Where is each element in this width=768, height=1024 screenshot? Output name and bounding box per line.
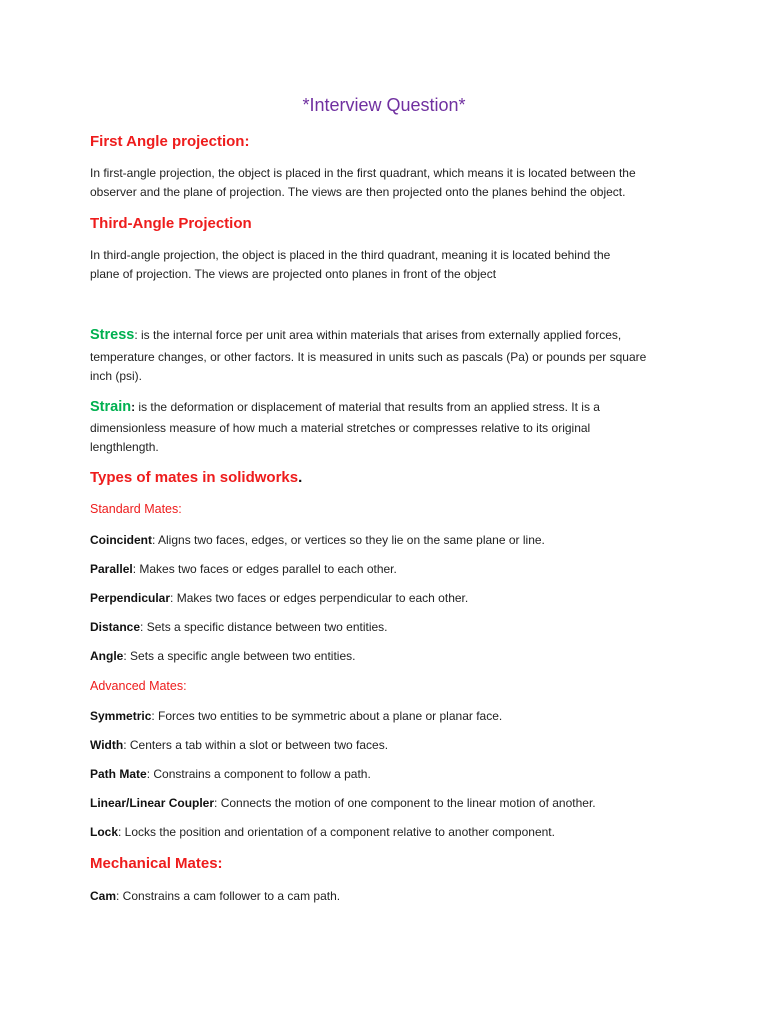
mate-description: : Constrains a cam follower to a cam path. bbox=[116, 889, 341, 903]
mate-description: : Sets a specific angle between two entities. bbox=[123, 649, 356, 663]
mate-term: Coincident bbox=[90, 533, 152, 547]
strain-text: is the deformation or displacement of material that results from an applied stress. It is a bbox=[135, 400, 600, 414]
stress-text: : is the internal force per unit area within materials that arises from externally applied forces, bbox=[134, 328, 622, 342]
third-angle-heading: Third-Angle Projection bbox=[90, 215, 252, 232]
page-title: *Interview Question* bbox=[302, 95, 466, 115]
stress-term: Stress bbox=[90, 327, 135, 343]
strain-definition-line bbox=[90, 398, 600, 417]
mate-description: : Locks the position and orientation of a component relative to another component. bbox=[118, 825, 555, 839]
mate-term: Linear/Linear Coupler bbox=[90, 796, 215, 810]
mate-list-item bbox=[90, 707, 502, 726]
mate-description: : Makes two faces or edges perpendicular to each other. bbox=[170, 591, 469, 605]
mate-term: Perpendicular bbox=[90, 591, 171, 605]
mate-description: : Connects the motion of one component to the linear motion of another. bbox=[214, 796, 596, 810]
stress-text-line: inch (psi). bbox=[90, 369, 143, 383]
mate-term: Width bbox=[90, 738, 124, 752]
mate-list-item bbox=[90, 531, 545, 550]
mate-list-item bbox=[90, 794, 596, 813]
mate-term: Lock bbox=[90, 825, 119, 839]
mechanical-mates-heading: Mechanical Mates: bbox=[90, 855, 223, 872]
mate-description: : Sets a specific distance between two entities. bbox=[140, 620, 388, 634]
mate-list-item bbox=[90, 618, 388, 637]
strain-text-line: dimensionless measure of how much a material stretches or compresses relative to its original bbox=[90, 421, 591, 435]
mate-list-item bbox=[90, 765, 371, 784]
standard-mates-heading: Standard Mates: bbox=[90, 502, 182, 516]
strain-term: Strain bbox=[90, 399, 132, 415]
mate-list-item bbox=[90, 887, 340, 906]
mate-term: Symmetric bbox=[90, 709, 152, 723]
first-angle-text-line: observer and the plane of projection. The views are then projected onto the planes behind the object. bbox=[90, 185, 626, 199]
mates-heading-period: . bbox=[298, 469, 303, 486]
third-angle-text-line: In third-angle projection, the object is placed in the third quadrant, meaning it is located behind the bbox=[90, 248, 611, 262]
strain-text-line: lengthlength. bbox=[90, 440, 159, 454]
mate-list-item bbox=[90, 647, 355, 666]
mate-list-item bbox=[90, 823, 555, 842]
mate-list-item bbox=[90, 736, 388, 755]
mate-description: : Aligns two faces, edges, or vertices so they lie on the same plane or line. bbox=[152, 533, 545, 547]
stress-text-line: temperature changes, or other factors. It is measured in units such as pascals (Pa) or pounds per square bbox=[90, 350, 647, 364]
mate-description: : Centers a tab within a slot or between two faces. bbox=[123, 738, 389, 752]
first-angle-heading: First Angle projection: bbox=[90, 133, 250, 150]
mate-term: Distance bbox=[90, 620, 141, 634]
mate-description: : Constrains a component to follow a path. bbox=[146, 767, 371, 781]
mates-heading-text: Types of mates in solidworks bbox=[90, 469, 299, 486]
mates-heading bbox=[90, 469, 302, 486]
stress-definition-line bbox=[90, 326, 621, 345]
mate-description: : Forces two entities to be symmetric about a plane or planar face. bbox=[151, 709, 503, 723]
mate-term: Cam bbox=[90, 889, 117, 903]
mate-list-item bbox=[90, 560, 397, 579]
mate-description: : Makes two faces or edges parallel to each other. bbox=[132, 562, 397, 576]
mate-term: Angle bbox=[90, 649, 124, 663]
advanced-mates-heading: Advanced Mates: bbox=[90, 679, 187, 693]
first-angle-text-line: In first-angle projection, the object is placed in the first quadrant, which means it is located between the bbox=[90, 166, 636, 180]
mate-term: Parallel bbox=[90, 562, 133, 576]
mate-list-item bbox=[90, 589, 468, 608]
mate-term: Path Mate bbox=[90, 767, 147, 781]
strain-colon: : bbox=[131, 400, 136, 414]
third-angle-text-line: plane of projection. The views are projected onto planes in front of the object bbox=[90, 267, 497, 281]
